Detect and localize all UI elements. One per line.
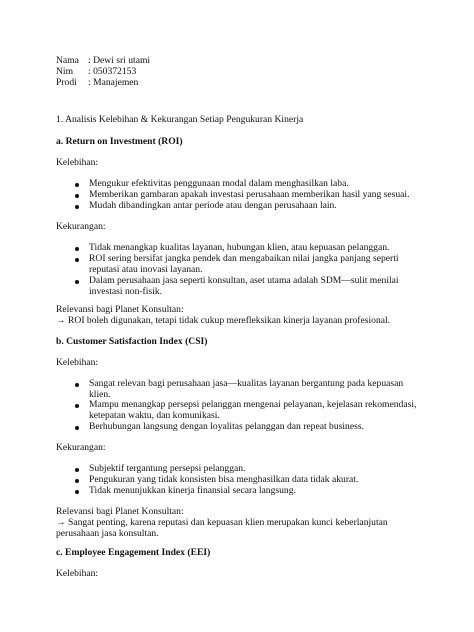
nama-value: : Dewi sri utami (88, 55, 151, 66)
bullet-icon (75, 258, 79, 262)
list-item-text: Mengukur efektivitas penggunaan modal dalam menghasilkan laba. (89, 178, 349, 189)
csi-relevansi-text-cont: perusahaan jasa konsultan. (56, 528, 159, 539)
csi-kekurangan-label: Kekurangan: (56, 442, 106, 453)
list-item-text-cont: klien. (89, 389, 111, 400)
bullet-icon (75, 404, 79, 408)
eei-kelebihan-label: Kelebihan: (56, 568, 99, 579)
nim-label: Nim (56, 66, 74, 77)
list-item-text: Tidak menunjukkan kinerja finansial secara langsung. (89, 485, 296, 496)
bullet-icon (75, 468, 79, 472)
bullet-icon (75, 479, 79, 483)
prodi-label: Prodi (56, 77, 77, 88)
roi-relevansi-text: → ROI boleh digunakan, tetapi tidak cukup merefleksikan kinerja layanan profesional. (56, 315, 391, 326)
list-item-text: Mampu menangkap persepsi pelanggan mengenai pelayanan, kejelasan rekomendasi, (89, 399, 417, 410)
list-item-text: Berhubungan langsung dengan loyalitas pelanggan dan repeat business. (89, 421, 364, 432)
prodi-value: : Manajemen (88, 77, 139, 88)
section-title: 1. Analisis Kelebihan & Kekurangan Setiap Pengukuran Kinerja (56, 114, 304, 125)
roi-kekurangan-label: Kekurangan: (56, 221, 106, 232)
csi-relevansi-text: → Sangat penting, karena reputasi dan kepuasan klien merupakan kunci keberlanjutan (56, 517, 388, 528)
bullet-icon (75, 280, 79, 284)
list-item-text-cont: reputasi atau inovasi layanan. (89, 264, 203, 275)
bullet-icon (75, 183, 79, 187)
bullet-icon (75, 205, 79, 209)
list-item-text: ROI sering bersifat jangka pendek dan mengabaikan nilai jangka panjang seperti (89, 253, 399, 264)
bullet-icon (75, 383, 79, 387)
nama-label: Nama (56, 55, 79, 66)
list-item-text: Memberikan gambaran apakah investasi perusahaan memberikan hasil yang sesuai. (89, 189, 410, 200)
list-item-text: Sangat relevan bagi perusahaan jasa—kualitas layanan bergantung pada kepuasan (89, 378, 404, 389)
list-item-text: Mudah dibandingkan antar periode atau dengan perusahaan lain. (89, 200, 337, 211)
list-item-text: Tidak menangkap kualitas layanan, hubungan klien, atau kepuasan pelanggan. (89, 242, 390, 253)
csi-kelebihan-label: Kelebihan: (56, 357, 99, 368)
csi-relevansi-label: Relevansi bagi Planet Konsultan: (56, 506, 184, 517)
bullet-icon (75, 426, 79, 430)
list-item-text: Pengukuran yang tidak konsisten bisa menghasilkan data tidak akurat. (89, 474, 359, 485)
roi-relevansi-label: Relevansi bagi Planet Konsultan: (56, 304, 184, 315)
bullet-icon (75, 490, 79, 494)
csi-heading: b. Customer Satisfaction Index (CSI) (56, 336, 208, 347)
roi-kelebihan-label: Kelebihan: (56, 157, 99, 168)
list-item-text: Subjektif tergantung persepsi pelanggan. (89, 463, 246, 474)
list-item-text: Dalam perusahaan jasa seperti konsultan, aset utama adalah SDM—sulit menilai (89, 275, 399, 286)
eei-heading: c. Employee Engagement Index (EEI) (56, 547, 211, 558)
bullet-icon (75, 194, 79, 198)
list-item-text-cont: ketepatan waktu, dan komunikasi. (89, 410, 220, 421)
list-item-text-cont: investasi non-fisik. (89, 286, 163, 297)
nim-value: : 050372153 (88, 66, 137, 77)
roi-heading: a. Return on Investment (ROI) (56, 136, 183, 147)
bullet-icon (75, 247, 79, 251)
info-prodi (56, 77, 138, 89)
